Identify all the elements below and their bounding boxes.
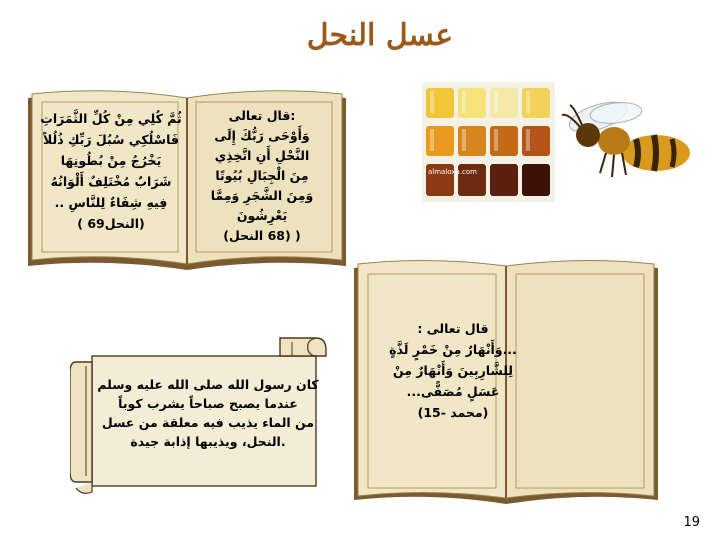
hadith-line: .النحل، ويذيبها إذابة جيدة [130,434,286,449]
verse-reference: ( (68 النحل) [223,228,301,243]
slide-page-number: 19 [683,515,700,530]
honey-jars-image [422,82,555,202]
hadith-line: من الماء يذيب فيه معلقة من عسل [101,415,315,430]
verse-line: عَسَلٍ مُصَفًّى... [406,384,500,399]
verse-line: ثُمَّ كُلِي مِنْ كُلِّ الثَّمَرَاتِ [40,111,182,126]
verse-line: فَاسْلُكِي سُبُلَ رَبِّكِ ذُلُلاً [43,132,179,147]
watermark-text: almaloxa.com [428,168,477,176]
verse-line: فِيهِ شِفَاءٌ لِلنَّاسِ .. [54,195,168,210]
verse-line: وَمِنَ الشَّجَرِ وَمِمَّا [210,188,314,203]
verse-line: قال تعالى : [417,321,489,336]
verse-line: لِلشَّارِبِينَ وَأَنْهَارٌ مِنْ [392,363,514,378]
hadith-text [92,375,324,451]
right-book-verse [378,318,528,423]
slide-title: عسل النحل [306,18,454,53]
verse-line: يَعْرِشُونَ [236,208,288,223]
open-quran-book-right [348,254,664,508]
verse-line: وَأَوْحَى رَبُّكَ إِلَى [214,128,310,143]
verse-line: مِنَ الْجِبَالِ بُيُوتًا [215,168,309,183]
verse-line: شَرَابٌ مُخْتَلِفٌ أَلْوَانُهُ [50,174,172,189]
verse-reference: (محمد -15) [417,405,489,420]
hadith-line: عندما يصبح صباحاً يشرب كوباً [118,396,298,411]
verse-line: النَّحْلِ أَنِ اتَّخِذِي [214,148,310,163]
verse-line: يَخْرُجُ مِنْ بُطُونِهَا [60,153,162,168]
hadith-line: كان رسول الله صلى الله عليه وسلم [97,377,319,392]
left-page-verse [36,108,186,234]
verse-line: ...وَأَنْهَارٌ مِنْ خَمْرٍ لَذَّةٍ [389,342,517,357]
open-quran-book-left [22,84,352,274]
verse-line: :قال تعالى [228,108,296,123]
honey-bee-image [558,95,700,185]
right-page-verse [192,106,332,246]
verse-reference: (النحل69 ) [77,216,145,231]
